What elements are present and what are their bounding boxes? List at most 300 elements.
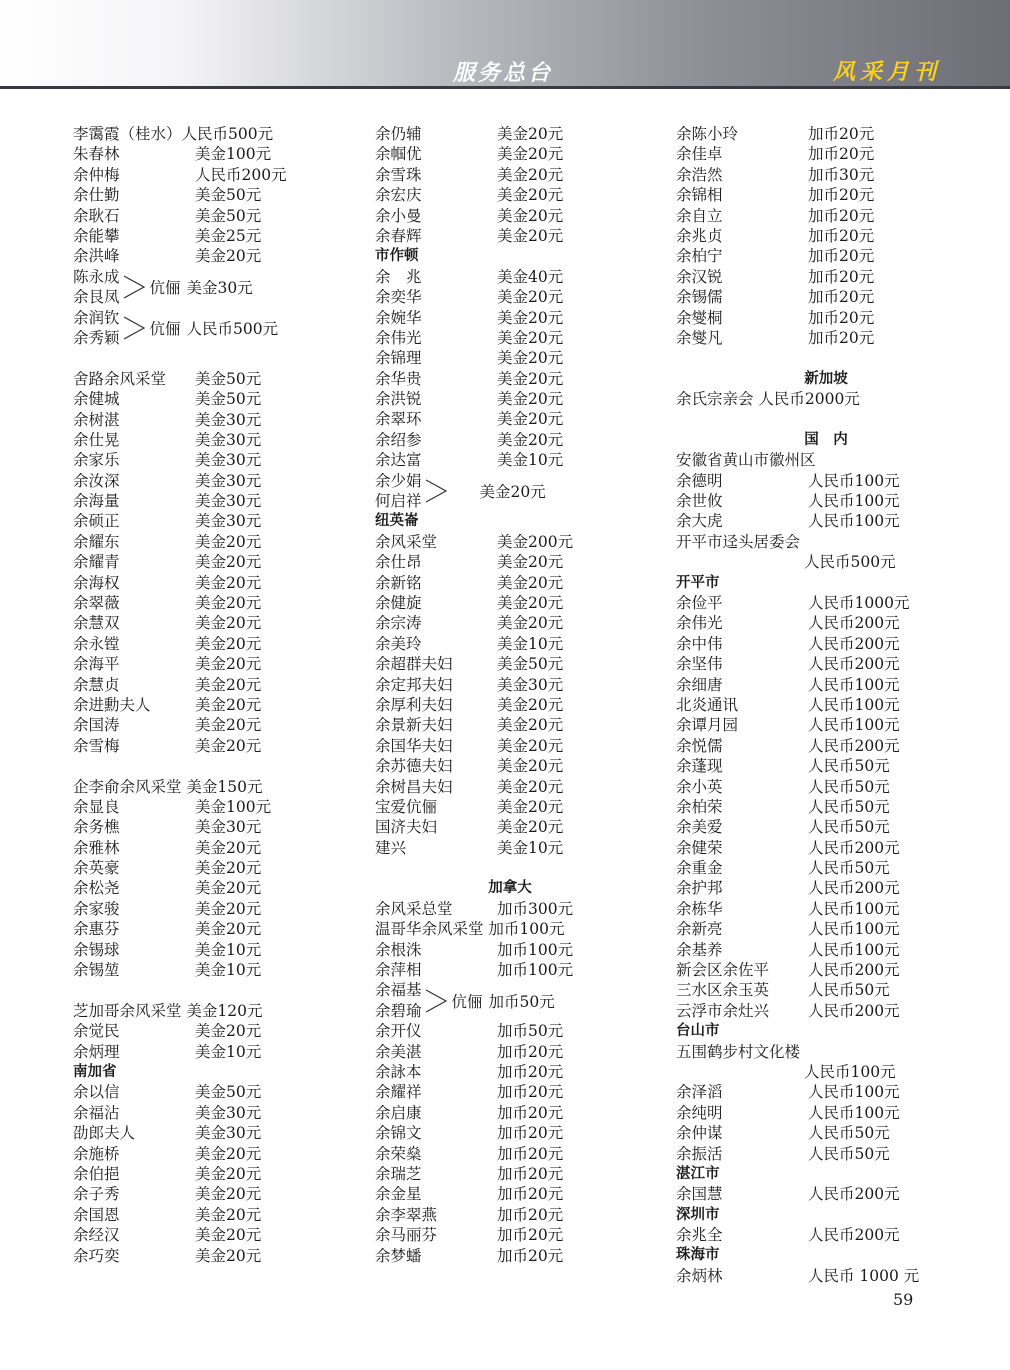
donation-amount: 美金30元 <box>195 512 262 531</box>
donation-amount: 美金20元 <box>195 532 262 551</box>
donor-row <box>73 919 348 939</box>
couple-entry <box>73 267 348 308</box>
donation-amount: 人民币200元 <box>195 165 287 184</box>
donation-amount: 美金20元 <box>497 308 564 327</box>
donation-amount: 美金40元 <box>497 267 564 286</box>
donor-name: 余泽滔 <box>676 1083 723 1102</box>
donation-amount: 美金20元 <box>497 410 564 429</box>
region-heading <box>375 246 645 266</box>
donor-name: 余谭月园 <box>676 716 739 735</box>
donor-row <box>375 573 645 593</box>
donation-amount: 美金20元 <box>195 838 262 857</box>
donor-name: 余慧双 <box>73 614 120 633</box>
donor-row <box>676 165 976 185</box>
donation-amount: 人民币1000元 <box>808 593 910 612</box>
donor-name: 余树昌夫妇 <box>375 777 453 796</box>
donor-row <box>676 899 976 919</box>
donor-name: 余宗涛 <box>375 614 422 633</box>
donor-name: 何启祥 <box>375 492 422 511</box>
donor-row <box>73 1184 348 1204</box>
donor-name: 余蓬现 <box>676 757 723 776</box>
region-heading <box>676 1245 976 1265</box>
donor-name: 余艮凤 <box>73 288 120 307</box>
donor-name: 李霭霞（桂水）人民币500元 <box>73 125 274 143</box>
couple-note: 伉俪 <box>149 319 181 338</box>
donor-name: 余世攸 <box>676 492 723 511</box>
donation-amount: 美金10元 <box>497 634 564 653</box>
donor-name: 台山市 <box>676 1023 720 1040</box>
donation-amount: 加币20元 <box>808 288 875 307</box>
donor-name: 开平市 <box>676 574 720 591</box>
donor-row <box>73 1144 348 1164</box>
donation-amount: 加币20元 <box>497 1063 564 1081</box>
region-heading <box>676 1205 976 1225</box>
donation-amount: 人民币100元 <box>808 1083 900 1102</box>
donor-name: 余锦理 <box>375 349 422 368</box>
couple-names <box>375 980 422 1021</box>
donor-row <box>73 573 348 593</box>
donor-name: 余务樵 <box>73 818 120 837</box>
donor-row <box>73 450 348 470</box>
donation-amount: 加币50元 <box>488 992 555 1011</box>
donor-name: 加拿大 <box>488 880 532 897</box>
donor-name: 余翠环 <box>375 410 422 429</box>
donor-name: 余景新夫妇 <box>375 716 453 735</box>
donor-name: 余柏宁 <box>676 247 723 266</box>
donor-name: 余耀东 <box>73 532 120 551</box>
donor-row <box>375 756 645 776</box>
donation-amount: 人民币200元 <box>808 634 900 653</box>
donation-amount: 加币20元 <box>497 1164 564 1183</box>
donor-name: 余耀祥 <box>375 1083 422 1102</box>
donor-name: 湛江市 <box>676 1165 720 1182</box>
donation-amount: 人民币50元 <box>808 981 890 1000</box>
donation-amount: 美金20元 <box>195 859 262 878</box>
donor-row <box>73 430 348 450</box>
donation-amount: 人民币200元 <box>808 879 900 898</box>
donor-row <box>73 1123 348 1143</box>
donor-name: 建兴 <box>375 838 407 857</box>
donor-name: 余悦儒 <box>676 736 723 755</box>
donor-row <box>375 389 645 409</box>
donor-name: 余国涛 <box>73 716 120 735</box>
donation-amount: 加币20元 <box>497 1124 564 1143</box>
donor-name: 余施桥 <box>73 1144 120 1163</box>
donor-name: 余锦文 <box>375 1124 422 1143</box>
donor-name: 余大虎 <box>676 512 723 531</box>
donor-name: 余健旋 <box>375 594 422 612</box>
donor-name: 余美爱 <box>676 818 723 837</box>
donor-name: 余根洙 <box>375 940 422 959</box>
donor-row <box>375 328 645 348</box>
donor-row <box>73 1042 348 1062</box>
donation-amount: 美金20元 <box>195 594 262 613</box>
donor-row <box>676 185 976 205</box>
couple-names <box>375 471 422 512</box>
donor-name: 余翠薇 <box>73 594 120 613</box>
donation-amount: 加币20元 <box>808 125 875 143</box>
donation-amount: 美金20元 <box>497 757 564 776</box>
donation-amount: 美金20元 <box>195 634 262 653</box>
donor-name: 余炳林 <box>676 1266 723 1285</box>
donor-row <box>73 511 348 531</box>
donor-row <box>676 960 976 980</box>
donation-amount: 美金20元 <box>497 186 564 205</box>
couple-names <box>73 267 120 308</box>
donor-name: 余燮桐 <box>676 308 723 327</box>
donation-amount: 美金20元 <box>195 695 262 714</box>
donation-amount: 美金20元 <box>195 1226 262 1245</box>
donation-amount: 美金20元 <box>195 716 262 735</box>
donation-amount: 人民币100元 <box>808 1103 900 1122</box>
donor-row <box>375 348 645 368</box>
donor-name: 余国慧 <box>676 1185 723 1204</box>
donor-name: 余伟光 <box>676 614 723 633</box>
donor-row <box>73 736 348 756</box>
donor-name: 朱春林 <box>73 145 120 164</box>
donor-row <box>73 1205 348 1225</box>
donor-name: 余海权 <box>73 573 120 592</box>
donation-amount: 人民币200元 <box>808 655 900 674</box>
donor-row <box>375 838 645 858</box>
donor-name: 劭郎夫人 <box>73 1124 136 1143</box>
donor-row <box>73 675 348 695</box>
donation-amount: 美金20元 <box>497 390 564 409</box>
donor-name: 余显良 <box>73 797 120 816</box>
donor-row <box>676 1123 976 1143</box>
donor-row <box>375 226 645 246</box>
donation-amount: 美金30元 <box>497 675 564 694</box>
donor-row <box>676 267 976 287</box>
donation-amount: 人民币500元 <box>804 553 896 572</box>
donor-row <box>73 634 348 654</box>
donation-amount: 美金20元 <box>195 899 262 918</box>
donor-name: 安徽省黄山市徽州区 <box>676 451 816 470</box>
donor-row <box>375 267 645 287</box>
donor-row <box>73 1225 348 1245</box>
donor-name: 余巧奕 <box>73 1246 120 1265</box>
donor-name: 余达富 <box>375 451 422 470</box>
donation-amount: 美金10元 <box>497 838 564 857</box>
donation-amount: 美金20元 <box>497 226 564 245</box>
donor-row <box>73 410 348 430</box>
donor-row <box>676 1225 976 1245</box>
donor-row <box>375 960 645 980</box>
donation-amount: 美金20元 <box>195 1164 262 1183</box>
donor-name: 纽英崙 <box>375 513 419 530</box>
donor-name: 余伟光 <box>375 328 422 347</box>
donor-name: 余绍参 <box>375 430 422 449</box>
donor-row <box>375 185 645 205</box>
spacer <box>73 980 348 1000</box>
donation-amount: 美金20元 <box>195 1246 262 1265</box>
donor-name: 余家乐 <box>73 451 120 470</box>
donor-name: 余海平 <box>73 655 120 674</box>
donor-name: 余细唐 <box>676 675 723 694</box>
donor-row <box>676 1082 976 1102</box>
donation-amount: 美金20元 <box>497 328 564 347</box>
donor-name: 余奕华 <box>375 288 422 307</box>
donor-name: 余经汉 <box>73 1226 120 1245</box>
donor-name: 余永镗 <box>73 634 120 653</box>
donor-name: 温哥华余风采堂 加币100元 <box>375 920 565 939</box>
region-heading <box>676 1164 976 1184</box>
donation-amount: 加币100元 <box>497 961 574 980</box>
donor-name: 余宏庆 <box>375 186 422 205</box>
donor-name: 余马丽芬 <box>375 1226 438 1245</box>
donor-row <box>73 552 348 572</box>
couple-entry <box>375 980 645 1021</box>
donor-name: 余洪峰 <box>73 247 120 266</box>
donor-name: 陈永成 <box>73 267 120 286</box>
donor-name: 三水区余玉英 <box>676 981 770 1000</box>
donor-name: 余锡球 <box>73 940 120 959</box>
donor-name: 余厚利夫妇 <box>375 695 453 714</box>
donation-amount: 人民币500元 <box>186 319 279 338</box>
donor-row <box>375 654 645 674</box>
donor-row <box>73 940 348 960</box>
bracket-icon <box>424 988 448 1014</box>
donation-amount: 加币30元 <box>808 165 875 184</box>
donor-row <box>676 226 976 246</box>
donor-row <box>73 471 348 491</box>
donor-row <box>375 1205 645 1225</box>
donor-name: 余家骏 <box>73 899 120 918</box>
donor-row <box>375 1103 645 1123</box>
donor-row <box>73 1103 348 1123</box>
donor-name: 余萍相 <box>375 961 422 980</box>
donation-amount: 美金10元 <box>497 451 564 470</box>
donor-name: 余帼优 <box>375 145 422 164</box>
donor-name: 余福沾 <box>73 1103 120 1122</box>
donor-row <box>73 695 348 715</box>
donor-row <box>676 634 976 654</box>
donor-row <box>676 736 976 756</box>
donation-amount: 人民币100元 <box>808 899 900 918</box>
donation-amount: 美金20元 <box>497 145 564 164</box>
donor-row <box>375 1021 645 1041</box>
donor-row <box>73 797 348 817</box>
donation-amount: 美金20元 <box>195 920 262 939</box>
donation-amount: 美金100元 <box>195 145 272 164</box>
donation-amount: 美金100元 <box>195 797 272 816</box>
donor-name: 余俭平 <box>676 593 723 612</box>
donor-row <box>375 1246 645 1266</box>
donor-name: 余以信 <box>73 1083 120 1102</box>
donation-amount: 美金25元 <box>195 226 262 245</box>
donor-name: 余小英 <box>676 777 723 796</box>
donation-amount: 美金20元 <box>497 369 564 388</box>
donor-row <box>676 654 976 674</box>
donation-amount: 加币20元 <box>497 1246 564 1265</box>
donor-row <box>676 246 976 266</box>
donor-row <box>375 1062 645 1082</box>
donor-name: 芝加哥余风采堂 美金120元 <box>73 1001 263 1020</box>
donor-name: 余锡堃 <box>73 961 120 980</box>
magazine-title: 风采月刊 <box>833 60 942 85</box>
section-title: 服务总台 <box>453 61 554 86</box>
donation-amount: 人民币50元 <box>808 818 890 837</box>
donor-row <box>676 328 976 348</box>
donor-row <box>73 613 348 633</box>
donor-row <box>676 532 976 552</box>
donor-name: 余兆贞 <box>676 226 723 245</box>
donor-name: 企李俞余风采堂 美金150元 <box>73 777 263 796</box>
donation-amount: 美金30元 <box>186 279 253 298</box>
donor-name: 余健城 <box>73 390 120 409</box>
donation-amount: 加币300元 <box>497 899 574 918</box>
donor-row <box>73 144 348 164</box>
couple-entry <box>73 308 348 349</box>
donor-row <box>676 287 976 307</box>
donor-name: 余氏宗亲会 人民币2000元 <box>676 390 860 409</box>
donation-amount: 美金20元 <box>479 483 546 502</box>
donor-row <box>73 899 348 919</box>
donation-amount: 美金20元 <box>195 1144 262 1163</box>
donation-amount: 人民币50元 <box>808 757 890 776</box>
donation-amount: 人民币100元 <box>804 1062 896 1081</box>
donor-column-3 <box>676 124 976 1286</box>
donation-amount: 美金20元 <box>195 1022 262 1041</box>
donor-row <box>73 491 348 511</box>
donor-name: 余福基 <box>375 981 422 1000</box>
donation-amount: 美金20元 <box>195 736 262 755</box>
donation-amount: 美金20元 <box>497 777 564 796</box>
donor-row <box>676 471 976 491</box>
couple-note: 伉俪 <box>149 279 181 298</box>
donor-name: 余碧瑜 <box>375 1001 422 1020</box>
donation-amount: 美金10元 <box>195 1042 262 1061</box>
donor-name: 余仕晃 <box>73 430 120 449</box>
donor-name: 余美玲 <box>375 634 422 653</box>
donor-row <box>676 980 976 1000</box>
donor-name: 余瑞芝 <box>375 1164 422 1183</box>
donation-amount: 美金20元 <box>195 614 262 633</box>
donor-name: 余新亮 <box>676 920 723 939</box>
donation-amount: 美金20元 <box>497 797 564 816</box>
donor-row <box>375 552 645 572</box>
donor-row <box>375 593 645 613</box>
donation-amount: 人民币50元 <box>808 777 890 796</box>
donor-name: 余兆全 <box>676 1226 723 1245</box>
donor-name: 余雪梅 <box>73 736 120 755</box>
donor-row <box>375 1184 645 1204</box>
donor-row <box>676 695 976 715</box>
donor-name: 余柏荣 <box>676 797 723 816</box>
donor-row <box>375 634 645 654</box>
donation-amount: 人民币100元 <box>808 716 900 735</box>
donation-amount: 美金20元 <box>195 573 262 592</box>
donation-amount: 美金20元 <box>497 818 564 837</box>
donor-name: 余少娟 <box>375 471 422 490</box>
donation-amount: 加币20元 <box>808 247 875 266</box>
donor-name: 余海量 <box>73 492 120 511</box>
donation-amount: 美金20元 <box>497 349 564 368</box>
donation-amount: 美金20元 <box>497 165 564 184</box>
donor-name: 余仍辅 <box>375 125 422 143</box>
donation-amount: 美金30元 <box>195 1103 262 1122</box>
donor-row <box>73 369 348 389</box>
donor-name: 开平市迳头居委会 <box>676 532 801 551</box>
donation-amount: 美金50元 <box>195 369 262 388</box>
donation-amount: 加币20元 <box>808 308 875 327</box>
donor-row <box>73 960 348 980</box>
donor-row <box>375 899 645 919</box>
donation-amount: 美金10元 <box>195 940 262 959</box>
donation-amount: 加币50元 <box>497 1022 564 1041</box>
donation-amount: 美金20元 <box>497 430 564 449</box>
donor-row <box>375 144 645 164</box>
donor-name: 余自立 <box>676 206 723 225</box>
donor-row <box>676 450 976 470</box>
donation-amount: 人民币50元 <box>808 797 890 816</box>
donation-amount: 美金20元 <box>497 716 564 735</box>
donation-amount: 美金20元 <box>195 1205 262 1224</box>
donor-name: 余锦相 <box>676 186 723 205</box>
donor-name: 余苏德夫妇 <box>375 757 453 776</box>
donor-name: 余仕昂 <box>375 553 422 572</box>
donor-row <box>375 817 645 837</box>
spacer <box>676 409 976 429</box>
donor-name: 余秀颖 <box>73 328 120 347</box>
donor-row <box>375 940 645 960</box>
donor-name: 深圳市 <box>676 1206 720 1223</box>
donation-amount: 美金10元 <box>195 961 262 980</box>
donor-row <box>676 817 976 837</box>
donor-name: 余仲梅 <box>73 165 120 184</box>
donor-row <box>676 491 976 511</box>
donor-name: 余硕正 <box>73 512 120 531</box>
donation-amount: 美金200元 <box>497 532 574 551</box>
donation-amount: 加币20元 <box>497 1083 564 1102</box>
donor-row <box>676 838 976 858</box>
bracket-icon <box>122 315 146 341</box>
donor-name: 新会区余佐平 <box>676 961 770 980</box>
donation-amount: 加币20元 <box>497 1144 564 1163</box>
donor-name: 余树湛 <box>73 410 120 429</box>
donation-amount: 人民币50元 <box>808 1124 890 1143</box>
donation-amount: 美金20元 <box>497 573 564 592</box>
donor-name: 余耿石 <box>73 206 120 225</box>
donor-name: 余仕勤 <box>73 186 120 205</box>
donor-row <box>73 165 348 185</box>
donor-row <box>375 308 645 328</box>
donor-name: 余洪锐 <box>375 390 422 409</box>
donor-row <box>676 1266 976 1286</box>
donation-amount: 加币100元 <box>497 940 574 959</box>
donor-row <box>375 695 645 715</box>
donor-row <box>375 450 645 470</box>
donor-name: 余风采总堂 <box>375 899 453 918</box>
donor-name: 余 兆 <box>375 267 422 286</box>
donation-amount: 美金30元 <box>195 818 262 837</box>
donor-name: 余英豪 <box>73 859 120 878</box>
spacer <box>73 756 348 776</box>
donor-row <box>375 206 645 226</box>
donor-row <box>375 613 645 633</box>
donor-name: 余华贵 <box>375 369 422 388</box>
donation-amount: 加币20元 <box>497 1185 564 1204</box>
donor-name: 余坚伟 <box>676 655 723 674</box>
donor-row <box>375 369 645 389</box>
donor-name: 舍路余风采堂 <box>73 369 167 388</box>
donor-name: 余汉锐 <box>676 267 723 286</box>
donor-row <box>73 124 348 144</box>
donation-amount: 加币20元 <box>497 1042 564 1061</box>
donor-name: 余炳理 <box>73 1042 120 1061</box>
donor-row <box>73 1164 348 1184</box>
donor-name: 余护邦 <box>676 879 723 898</box>
